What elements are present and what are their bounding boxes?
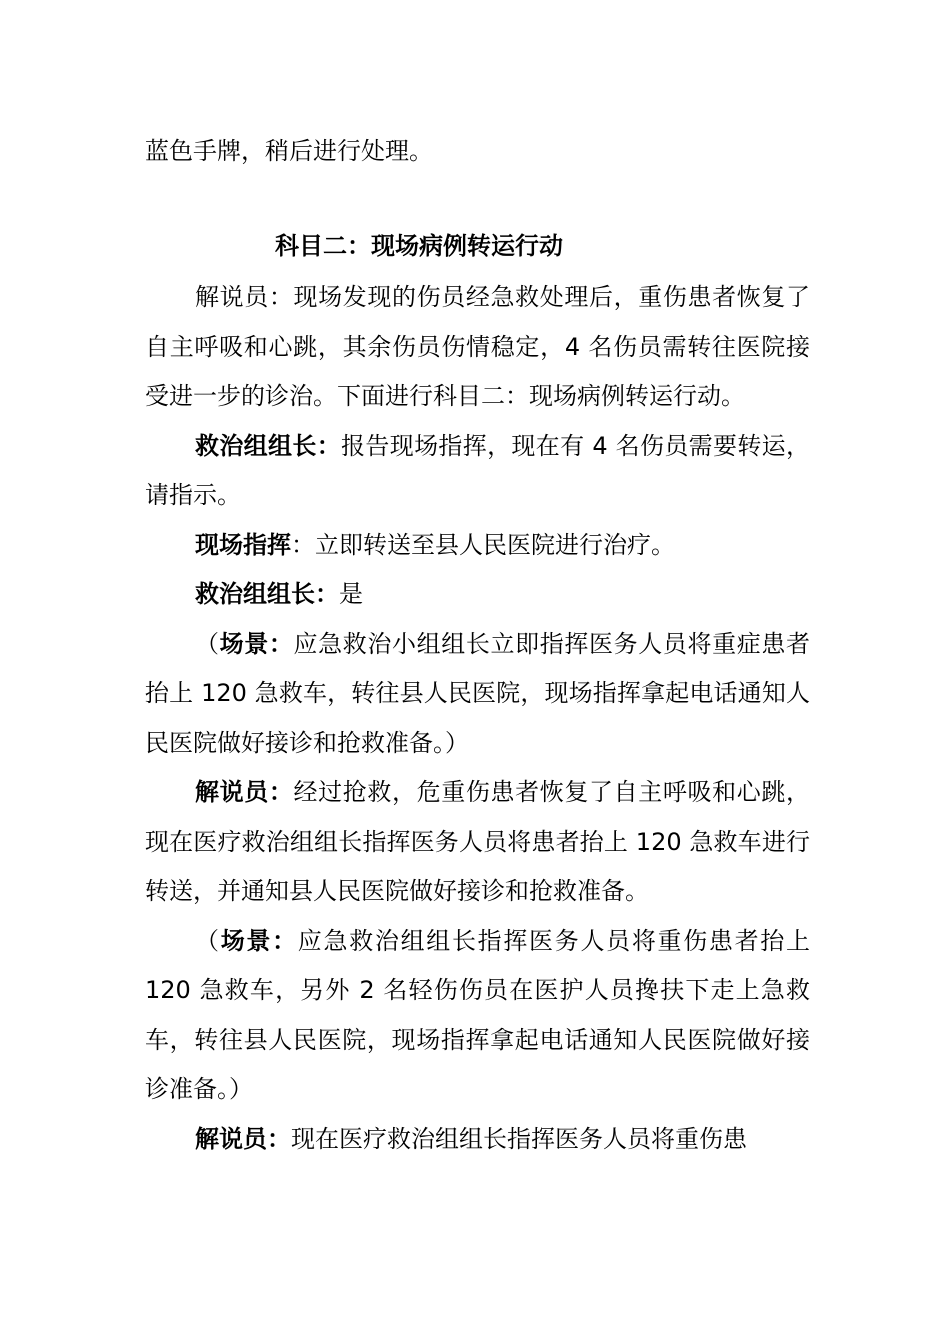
paragraph-text: 蓝色手牌，稍后进行处理。	[145, 137, 433, 165]
paragraph-narrator-2	[145, 768, 810, 917]
paragraph-site-command	[145, 521, 810, 571]
scene-open-paren: （	[195, 629, 220, 658]
paragraph-narrator-intro	[145, 273, 810, 422]
speaker-label: 解说员：	[195, 778, 294, 806]
paragraph-text: 报告现场指挥，现在有 4 名伤员需要转运，请指示。	[145, 431, 811, 509]
paragraph-narrator-3	[145, 1115, 810, 1165]
section-title: 科目二：现场病例转运行动	[275, 231, 563, 260]
scene-open-paren: （	[195, 926, 221, 955]
paragraph-text: 现在医疗救治组组长指挥医务人员将重伤患	[291, 1124, 747, 1153]
paragraph-scene-1	[145, 620, 810, 769]
scene-label: 场景：	[220, 926, 298, 955]
document-body	[145, 127, 810, 1164]
paragraph-text: ：立即转送至县人民医院进行治疗。	[291, 530, 675, 559]
speaker-label: 解说员：	[195, 1124, 291, 1153]
paragraph-team-leader-reply	[145, 570, 810, 620]
paragraph-text: 解说员：现场发现的伤员经急救处理后，重伤患者恢复了自主呼吸和心跳，其余伤员伤情稳定，4 名伤员需转往医院接受进一步的诊治。下面进行科目二：现场病例转运行动。	[145, 283, 810, 410]
scene-label: 场景：	[219, 629, 294, 658]
speaker-label: 现场指挥	[195, 530, 291, 559]
speaker-label: 救治组组长：	[195, 580, 339, 608]
paragraph-scene-2	[145, 917, 810, 1115]
paragraph-text: 应急救治小组组长立即指挥医务人员将重症患者抬上 120 急救车，转往县人民医院，现场指挥拿起电话通知人民医院做好接诊和抢救准备。）	[145, 629, 810, 757]
paragraph-continuation	[145, 127, 810, 177]
paragraph-text: 是	[339, 580, 363, 608]
paragraph-text: 应急救治组组长指挥医务人员将重伤患者抬上 120 急救车，另外 2 名轻伤伤员在医护人员搀扶下走上急救车，转往县人民医院，现场指挥拿起电话通知人民医院做好接诊准备。）	[145, 926, 811, 1103]
paragraph-text: 经过抢救，危重伤患者恢复了自主呼吸和心跳，现在医疗救治组组长指挥医务人员将患者抬上 120 急救车进行转送，并通知县人民医院做好接诊和抢救准备。	[145, 778, 810, 905]
paragraph-team-leader-report	[145, 422, 810, 521]
speaker-label: 救治组组长：	[195, 431, 342, 460]
